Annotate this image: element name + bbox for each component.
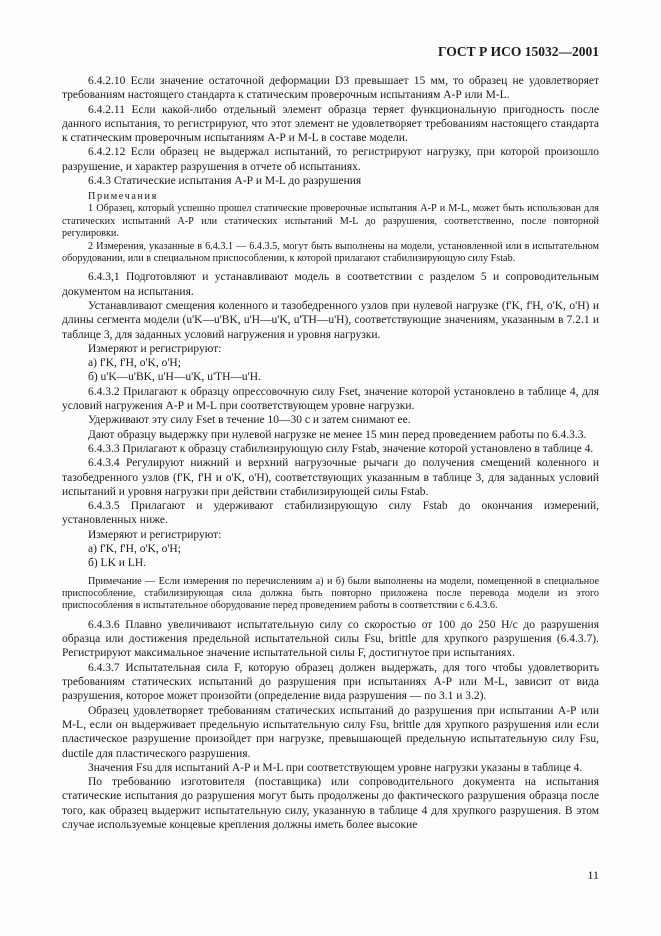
paragraph-requirements: Образец удовлетворяет требованиям статических испытаний до разрушения при испытании А-Р или M-L, если он выдерживает предельную испытательную силу Fsu, brittle для хрупкого разрушения или если пластическое разрушение произойдет при нагрузке, превышающей предельную испытательную силу Fsu, ductile для пластического разрушения. [62, 704, 599, 760]
list-item-a-1: а) f'K, f'H, o'K, o'H; [88, 357, 181, 370]
paragraph-6-4-2-10: 6.4.2.10 Если значение остаточной деформации D3 превышает 15 мм, то образец не удовлетворяет требованиям настоящего стандарта к статическим проверочным испытаниям А-Р или M-L. [62, 75, 599, 102]
paragraph-fsu-values: Значения Fsu для испытаний А-Р и M-L при соответствующем уровне нагрузки указаны в таблице 4. [88, 761, 583, 774]
paragraph-6-4-3-7: 6.4.3.7 Испытательная сила F, которую образец должен выдержать, для того чтобы удовлетворить требованиям статических испытаний до разрушения при испытаниях А-Р или M-L, зависит от вида разрушения, которое может произойти (определение вида разрушения — по 3.1 и 3.2). [62, 661, 599, 703]
paragraph-offsets: Устанавливают смещения коленного и тазобедренного узлов при нулевой нагрузке (f'K, f'H, o'K, o'H) и длины сегмента модели (u'K—u'BK, u'H—u'K, u'TH—u'H), соответствующие значениям, указанным в 7.2.1 и таблице 3, для заданных условий нагружения и уровня нагрузки. [62, 300, 599, 341]
paragraph-manufacturer: По требованию изготовителя (поставщика) или сопроводительного документа на испытания статические испытания до разрушения могут быть продолжены до фактического разрушения образца после того, как образец выдержит испытательную силу, указанную в таблице 4 для хрупкого разрушения. В этом случае используемые концевые крепления должны иметь более высокие [62, 776, 599, 832]
paragraph-6-4-3-3: 6.4.3.3 Прилагают к образцу стабилизирующую силу Fstab, значение которой установлено в таблице 4. [88, 442, 594, 455]
paragraph-6-4-3-1: 6.4.3,1 Подготовляют и устанавливают модель в соответствии с разделом 5 и сопроводительным документом на испытания. [62, 271, 599, 298]
paragraph-hold-fset: Удерживают эту силу Fset в течение 10—30 с и затем снимают ее. [88, 414, 411, 427]
page-number: 11 [587, 868, 599, 882]
paragraph-6-4-2-11: 6.4.2.11 Если какой-либо отдельный элемент образца теряет функциональную пригодность после данного испытания, то регистрируют, что этот элемент не удовлетворяет требованиям настоящего стандарта к статическим проверочным испытаниям А-Р и M-L в составе модели. [62, 103, 599, 145]
section-heading-6-4-3: 6.4.3 Статические испытания А-Р и M-L до разрушения [88, 175, 362, 188]
paragraph-6-4-3-6: 6.4.3.6 Плавно увеличивают испытательную силу со скоростью от 100 до 250 Н/с до разрушения образца или достижения предельной испытательной силы Fsu, brittle для хрупкого разрушения (6.4.3.7). Регистрируют максимальное значение испытательной силы F, достигнутое при испытаниях. [62, 618, 599, 660]
document-body [62, 74, 599, 832]
paragraph-6-4-2-12: 6.4.2.12 Если образец не выдержал испытаний, то регистрируют нагрузку, при которой произошло разрушение, и характер разрушения в отчете об испытаниях. [62, 146, 599, 173]
list-item-b-2: б) LK и LH. [88, 557, 146, 570]
note-2: 2 Измерения, указанные в 6.4.3.1 — 6.4.3.5, могут быть выполнены на модели, установленной или в испытательном оборудовании, или в специальном приспособлении, к которой прилагают стабилизирующую силу Fstab. [62, 240, 599, 264]
notes-title: Примечания [88, 191, 158, 203]
paragraph-6-4-3-4: 6.4.3.4 Регулируют нижний и верхний нагрузочные рычаги до получения смещений коленного и тазобедренного узлов (f'K, f'H и o'K, o'H), соответствующих указанным в таблице 3, для заданных условий испытаний и уровня нагрузки при действии стабилизирующей силы Fstab. [62, 457, 599, 498]
note-1: 1 Образец, который успешно прошел статические проверочные испытания А-Р и M-L, может быть использован для статических испытаний А-Р или статических испытаний M-L до разрушения, соответственно, после повторной регулировки. [62, 203, 599, 240]
list-item-a-2: а) f'K, f'H, o'K, o'H; [88, 543, 181, 556]
note-3: Примечание — Если измерения по перечислениям а) и б) были выполнены на модели, помещенной в специальное приспособление, стабилизирующая сила должна быть повторно приложена после перевода модели из этого приспособления в испытательное оборудование перед проведением работы в соответствии с 6.4.3.6. [62, 575, 599, 612]
paragraph-measure-2: Измеряют и регистрируют: [88, 528, 222, 541]
paragraph-6-4-3-5: 6.4.3.5 Прилагают и удерживают стабилизирующую силу Fstab до окончания измерений, установленных ниже. [62, 500, 599, 527]
page-header: ГОСТ Р ИСО 15032—2001 [437, 44, 599, 59]
paragraph-measure-1: Измеряют и регистрируют: [88, 342, 222, 355]
paragraph-rest: Дают образцу выдержку при нулевой нагрузке не менее 15 мин перед проведением работы по 6.4.3.3. [88, 428, 587, 441]
list-item-b-1: б) u'K—u'BK, u'H—u'K, u'TH—u'H. [88, 371, 261, 384]
paragraph-6-4-3-2: 6.4.3.2 Прилагают к образцу опрессовочную силу Fset, значение которой установлено в таблице 4, для условий нагружения А-Р и M-L при соответствующем уровне нагрузки. [62, 385, 599, 413]
